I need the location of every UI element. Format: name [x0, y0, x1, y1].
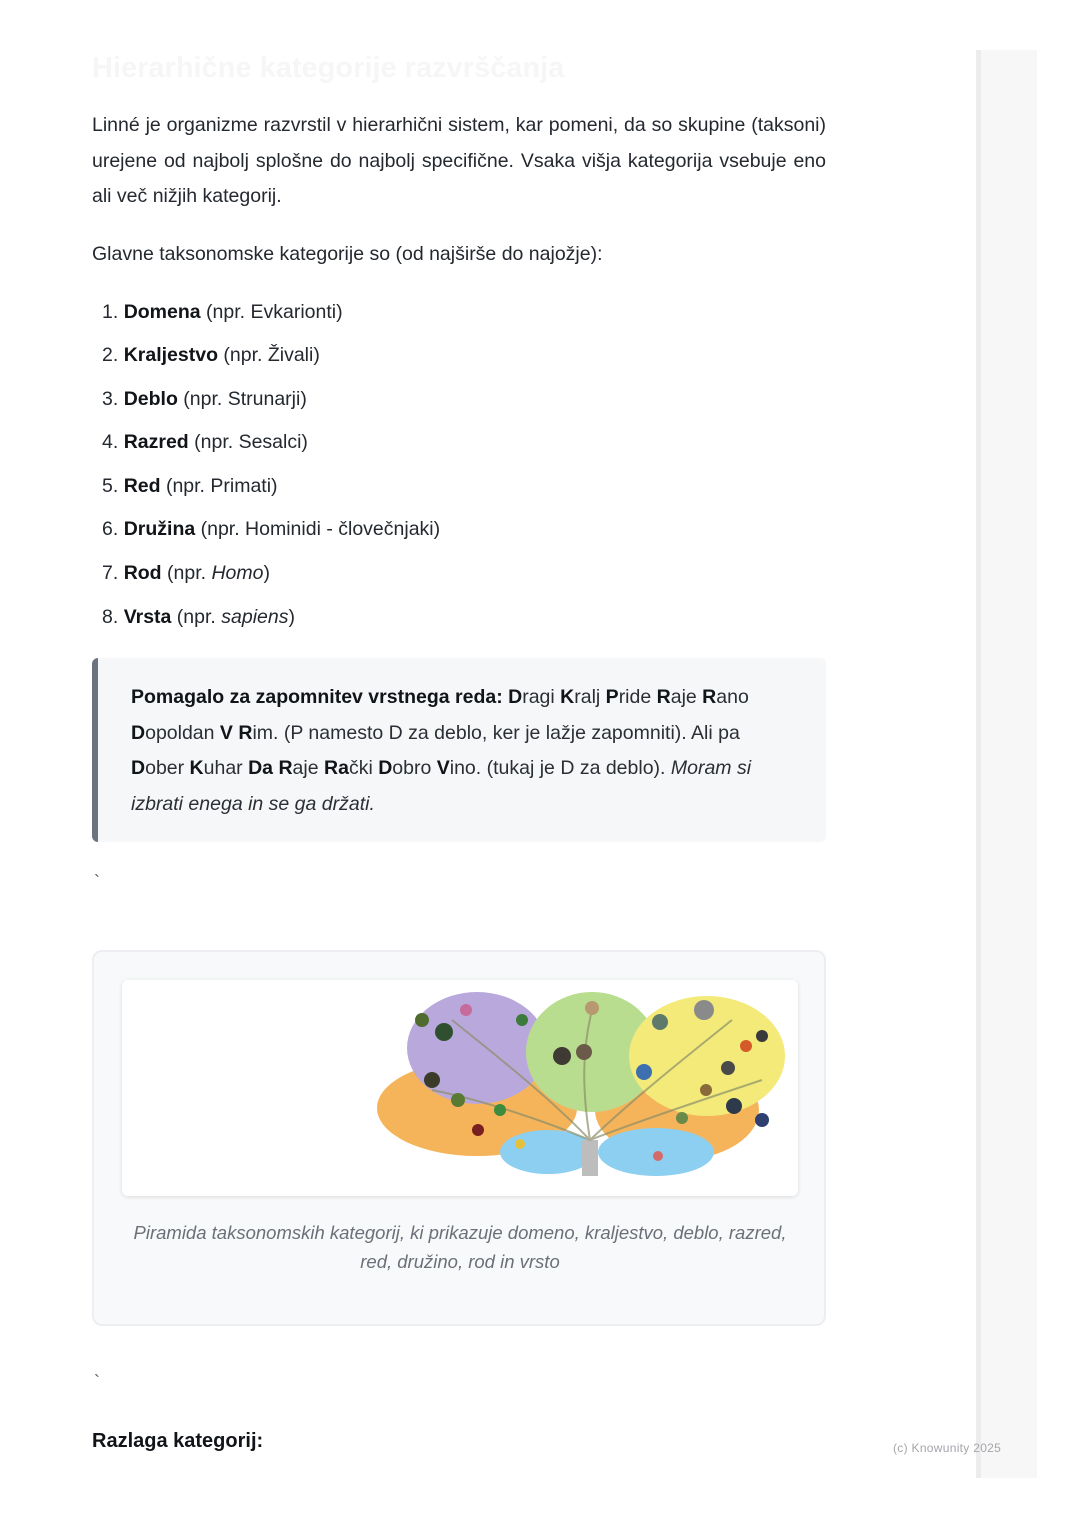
mnemonic-word-rest: ragi [522, 686, 561, 708]
mnemonic-initial: K [560, 686, 575, 708]
copyright-watermark: (c) Knowunity 2025 [893, 1441, 1002, 1455]
mnemonic-initial: R [278, 757, 293, 779]
item-number: 3. [102, 387, 119, 410]
mnemonic-closing: Moram si izbrati enega in se ga držati. [131, 757, 752, 815]
mnemonic-initial: R [656, 686, 671, 708]
item-number: 7. [102, 562, 119, 585]
item-example-italic: sapiens [221, 605, 289, 628]
mnemonic-initial: Da [248, 757, 274, 779]
item-term: Razred [123, 431, 189, 454]
item-example-end: ) [263, 562, 270, 585]
item-example: (npr. Sesalci) [188, 431, 308, 454]
item-term: Rod [123, 562, 162, 585]
mnemonic-initial: D [378, 757, 393, 779]
mnemonic-initial: V [219, 721, 233, 744]
item-term: Domena [123, 300, 201, 323]
mnemonic-word-rest: aje [670, 686, 703, 708]
list-item [92, 553, 826, 597]
list-item [92, 466, 826, 510]
item-example: (npr. [161, 562, 212, 585]
page-title: Hierarhične kategorije razvrščanja [92, 52, 565, 84]
mnemonic-initial: K [189, 757, 204, 779]
item-example: (npr. [171, 605, 222, 628]
item-term: Vrsta [123, 605, 172, 628]
section-heading: Razlaga kategorij: [92, 1430, 264, 1452]
item-term: Red [123, 474, 161, 497]
categories-lead: Glavne taksonomske kategorije so (od najširše do najožje): [92, 242, 603, 265]
item-example: (npr. Hominidi - človečnjaki) [195, 518, 441, 541]
mnemonic-word-rest: ano [716, 686, 749, 708]
mnemonic-word-rest: ino. [449, 757, 482, 779]
mnemonic-initial: R [702, 686, 717, 708]
list-item [92, 335, 826, 379]
mnemonic-word-rest: ralj [574, 686, 606, 708]
list-item [92, 422, 826, 466]
tree-of-life-illustration [122, 980, 798, 1196]
list-item [92, 509, 826, 553]
mnemonic-initial: Ra [324, 757, 349, 779]
mnemonic-initial: P [605, 686, 619, 708]
mnemonic-initial: D [508, 686, 523, 708]
item-term: Deblo [123, 387, 178, 410]
mnemonic-initial: V [436, 757, 450, 779]
purple-lobe [407, 992, 547, 1104]
mnemonic-initial: D [131, 721, 146, 744]
item-example: (npr. Primati) [160, 474, 278, 497]
article-body [92, 108, 826, 640]
list-item [92, 379, 826, 423]
mnemonic-word-rest: ride [618, 686, 657, 708]
intro-paragraph: Linné je organizme razvrstil v hierarhični sistem, kar pomeni, da so skupine (taksoni) urejene od najbolj splošne do najbolj specifične. Vsaka višja kategorija vsebuje eno ali več nižjih kategorij. [92, 114, 826, 207]
side-scroll-panel [976, 50, 1037, 1478]
item-number: 5. [102, 474, 119, 497]
item-number: 8. [102, 605, 119, 628]
item-term: Kraljestvo [123, 344, 218, 367]
mnemonic-word-rest: čki [348, 757, 379, 779]
item-number: 2. [102, 344, 119, 367]
figure-image-frame [122, 980, 798, 1196]
mnemonic-word-rest: obro [392, 757, 437, 779]
item-number: 4. [102, 431, 119, 454]
figure-caption: Piramida taksonomskih kategorij, ki prikazuje domeno, kraljestvo, deblo, razred, red, družino, rod in vrsto [133, 1222, 787, 1272]
mnemonic-two [131, 757, 481, 779]
item-example: (npr. Strunarji) [177, 387, 307, 410]
mnemonic-callout [92, 658, 826, 842]
mnemonic-word-rest: im. [252, 721, 279, 744]
mnemonic-word-rest: uhar [203, 757, 249, 779]
figure-card [92, 950, 826, 1326]
list-item [92, 292, 826, 336]
mnemonic-word-rest: ober [145, 757, 190, 779]
item-example: (npr. Evkarionti) [200, 300, 343, 323]
mnemonic-initial: R [238, 721, 253, 744]
item-number: 1. [102, 300, 119, 323]
mnemonic-initial: D [131, 757, 146, 779]
mnemonic-word-rest: aje [292, 757, 324, 779]
category-list [92, 292, 826, 641]
trunk [582, 1140, 598, 1176]
item-example-end: ) [288, 605, 295, 628]
mnemonic-note: (P namesto D za deblo, ker je lažje zapomniti). Ali pa [278, 721, 740, 744]
mnemonic-note: (tukaj je D za deblo). [481, 757, 671, 779]
stray-backtick: ` [94, 1372, 100, 1392]
stray-backtick: ` [94, 872, 100, 892]
mnemonic-label: Pomagalo za zapomnitev vrstnega reda: [131, 686, 503, 708]
item-number: 6. [102, 518, 119, 541]
item-example: (npr. Živali) [217, 344, 320, 367]
mnemonic-word-rest: opoldan [145, 721, 220, 744]
item-term: Družina [123, 518, 196, 541]
item-example-italic: Homo [211, 562, 264, 585]
list-item [92, 597, 826, 641]
